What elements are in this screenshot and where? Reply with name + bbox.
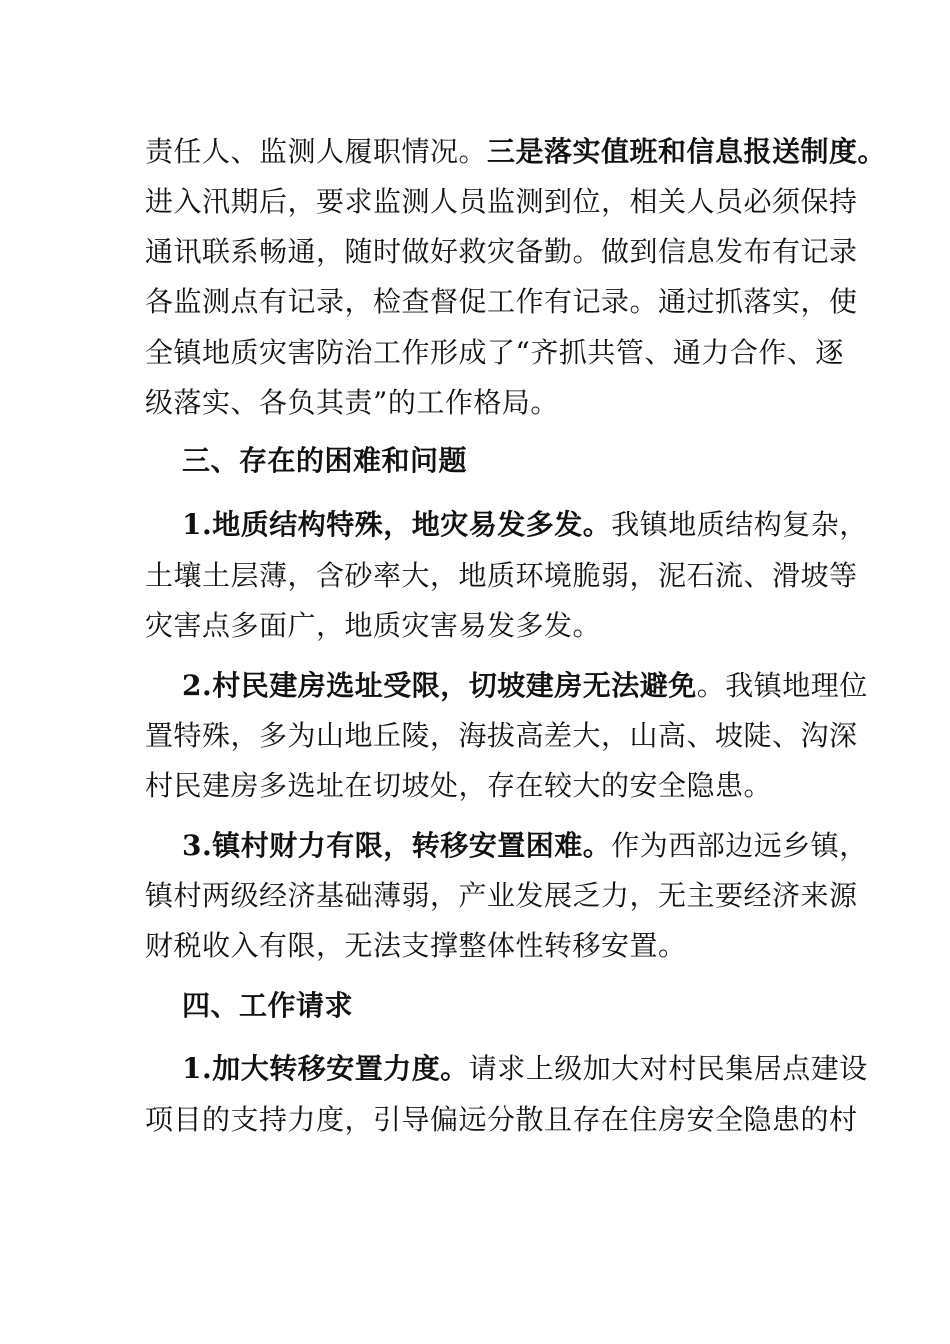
item-text: 请求上级加大对村民集居点建设 [468,1052,868,1085]
paragraph-line: 全镇地质灾害防治工作形成了“齐抓共管、通力合作、逐 [145,336,844,369]
item-line: 项目的支持力度，引导偏远分散且存在住房安全隐患的村 [145,1103,858,1136]
bold-phrase: 三是落实值班和信息报送制度。 [487,135,887,168]
item-line [182,826,868,866]
section-heading-3: 三、存在的困难和问题 [182,444,468,477]
item-line: 镇村两级经济基础薄弱，产业发展乏力，无主要经济来源 [145,879,858,912]
paragraph-line: 级落实、各负其责”的工作格局。 [145,386,559,419]
item-line: 灾害点多面广，地质灾害易发多发。 [145,609,602,642]
item-line [182,505,868,545]
item-line: 土壤土层薄，含砂率大，地质环境脆弱，泥石流、滑坡等 [145,559,858,592]
item-text: 。我镇地理位 [696,669,868,702]
item-line [182,1049,868,1089]
item-title: 1.地质结构特殊，地灾易发多发。 [182,508,612,541]
item-text: 我镇地质结构复杂， [611,508,868,541]
item-text: 作为西部边远乡镇， [611,829,868,862]
section-heading-4: 四、工作请求 [182,989,354,1022]
item-line: 置特殊，多为山地丘陵，海拔高差大，山高、坡陡、沟深 [145,719,858,752]
item-title: 1.加大转移安置力度。 [182,1052,469,1085]
paragraph-line: 通讯联系畅通，随时做好救灾备勤。做到信息发布有记录 [145,235,858,268]
paragraph-line: 进入汛期后，要求监测人员监测到位，相关人员必须保持 [145,185,858,218]
paragraph-line [145,132,887,172]
item-line: 村民建房多选址在切坡处，存在较大的安全隐患。 [145,769,773,802]
item-title: 3.镇村财力有限，转移安置困难。 [182,829,612,862]
item-line [182,666,868,706]
item-title: 2.村民建房选址受限，切坡建房无法避免 [182,669,697,702]
paragraph-line: 各监测点有记录，检查督促工作有记录。通过抓落实，使 [145,285,858,318]
item-line: 财税收入有限，无法支撑整体性转移安置。 [145,929,687,962]
paragraph-text: 责任人、监测人履职情况。 [145,135,488,168]
